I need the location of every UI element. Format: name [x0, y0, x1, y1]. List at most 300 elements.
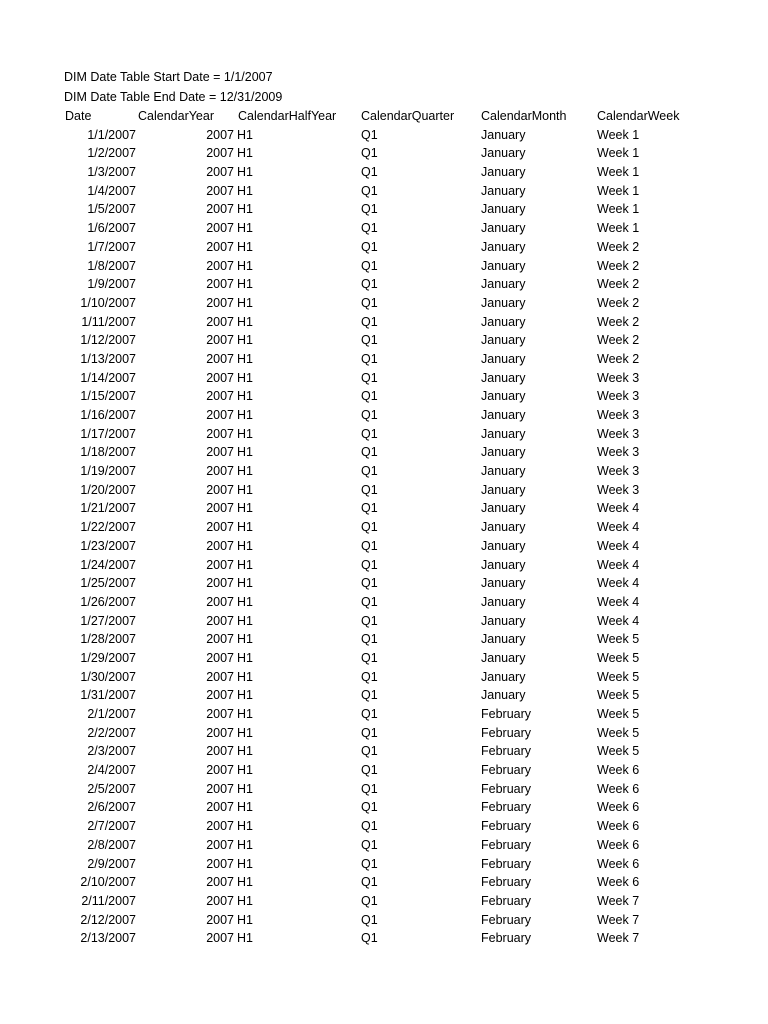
- week-cell: Week 3: [597, 370, 640, 385]
- half-year-cell: H1: [237, 295, 253, 310]
- table-row: [0, 612, 768, 631]
- quarter-cell: Q1: [361, 576, 378, 591]
- date-cell: 2/9/2007: [87, 856, 136, 871]
- week-cell: Week 2: [597, 239, 640, 254]
- half-year-cell: H1: [237, 277, 253, 292]
- half-year-cell: H1: [237, 837, 253, 852]
- year-cell: 2007: [206, 632, 234, 647]
- half-year-cell: H1: [237, 202, 253, 217]
- month-cell: January: [481, 669, 526, 684]
- date-cell: 2/3/2007: [87, 744, 136, 759]
- month-cell: January: [481, 183, 526, 198]
- month-cell: January: [481, 650, 526, 665]
- year-cell: 2007: [206, 482, 234, 497]
- half-year-cell: H1: [237, 707, 253, 721]
- table-row: [0, 406, 768, 425]
- half-year-cell: H1: [237, 912, 253, 927]
- table-row: [0, 761, 768, 780]
- quarter-cell: Q1: [361, 389, 378, 404]
- week-cell: Week 6: [597, 763, 640, 778]
- month-cell: January: [481, 482, 526, 497]
- month-cell: January: [481, 426, 526, 441]
- date-cell: 1/13/2007: [80, 351, 136, 366]
- quarter-cell: Q1: [361, 856, 378, 871]
- quarter-cell: Q1: [361, 221, 378, 236]
- month-cell: February: [481, 819, 532, 834]
- table-row: [0, 369, 768, 388]
- year-cell: 2007: [206, 314, 234, 329]
- year-cell: 2007: [206, 221, 234, 236]
- half-year-cell: H1: [237, 632, 253, 647]
- table-row: [0, 929, 768, 948]
- week-cell: Week 5: [597, 688, 640, 703]
- date-cell: 2/4/2007: [87, 763, 136, 778]
- table-row: [0, 649, 768, 668]
- header-calendar-year: CalendarYear: [138, 109, 214, 123]
- year-cell: 2007: [206, 501, 234, 516]
- quarter-cell: Q1: [361, 520, 378, 535]
- date-cell: 1/31/2007: [80, 688, 136, 703]
- month-cell: January: [481, 351, 526, 366]
- half-year-cell: H1: [237, 165, 253, 180]
- half-year-cell: H1: [237, 239, 253, 254]
- half-year-cell: H1: [237, 183, 253, 198]
- week-cell: Week 4: [597, 613, 640, 628]
- year-cell: 2007: [206, 408, 234, 422]
- week-cell: Week 4: [597, 594, 640, 609]
- quarter-cell: Q1: [361, 632, 378, 647]
- half-year-cell: H1: [237, 520, 253, 535]
- date-cell: 1/7/2007: [87, 239, 136, 254]
- table-row: [0, 257, 768, 276]
- quarter-cell: Q1: [361, 912, 378, 927]
- week-cell: Week 6: [597, 819, 640, 834]
- date-cell: 1/29/2007: [80, 650, 136, 665]
- month-cell: February: [481, 800, 532, 815]
- quarter-cell: Q1: [361, 893, 378, 908]
- quarter-cell: Q1: [361, 408, 378, 422]
- year-cell: 2007: [206, 520, 234, 535]
- half-year-cell: H1: [237, 333, 253, 348]
- week-cell: Week 2: [597, 277, 640, 292]
- week-cell: Week 2: [597, 295, 640, 310]
- month-cell: February: [481, 725, 532, 740]
- half-year-cell: H1: [237, 314, 253, 329]
- date-cell: 1/26/2007: [80, 594, 136, 609]
- month-cell: January: [481, 445, 526, 460]
- month-cell: February: [481, 856, 532, 871]
- table-row: [0, 126, 768, 145]
- table-row: [0, 705, 768, 724]
- month-cell: February: [481, 912, 532, 927]
- half-year-cell: H1: [237, 800, 253, 815]
- week-cell: Week 4: [597, 557, 640, 572]
- half-year-cell: H1: [237, 744, 253, 759]
- half-year-cell: H1: [237, 576, 253, 591]
- year-cell: 2007: [206, 856, 234, 871]
- year-cell: 2007: [206, 893, 234, 908]
- date-cell: 1/2/2007: [87, 146, 136, 161]
- quarter-cell: Q1: [361, 351, 378, 366]
- quarter-cell: Q1: [361, 837, 378, 852]
- date-cell: 1/16/2007: [80, 408, 136, 422]
- quarter-cell: Q1: [361, 183, 378, 198]
- date-cell: 1/11/2007: [81, 314, 136, 329]
- half-year-cell: H1: [237, 351, 253, 366]
- week-cell: Week 4: [597, 538, 640, 553]
- month-cell: January: [481, 538, 526, 553]
- table-row: [0, 574, 768, 593]
- quarter-cell: Q1: [361, 277, 378, 292]
- half-year-cell: H1: [237, 875, 253, 890]
- month-cell: January: [481, 146, 526, 161]
- table-row: [0, 892, 768, 911]
- half-year-cell: H1: [237, 408, 253, 422]
- month-cell: January: [481, 408, 526, 422]
- half-year-cell: H1: [237, 221, 253, 236]
- year-cell: 2007: [206, 370, 234, 385]
- month-cell: January: [481, 632, 526, 647]
- date-cell: 2/11/2007: [81, 893, 136, 908]
- date-cell: 1/17/2007: [80, 426, 136, 441]
- week-cell: Week 5: [597, 650, 640, 665]
- month-cell: January: [481, 389, 526, 404]
- date-cell: 1/23/2007: [80, 538, 136, 553]
- half-year-cell: H1: [237, 389, 253, 404]
- month-cell: January: [481, 202, 526, 217]
- week-cell: Week 5: [597, 725, 640, 740]
- quarter-cell: Q1: [361, 819, 378, 834]
- half-year-cell: H1: [237, 445, 253, 460]
- week-cell: Week 6: [597, 856, 640, 871]
- month-cell: January: [481, 688, 526, 703]
- week-cell: Week 6: [597, 837, 640, 852]
- date-cell: 1/25/2007: [80, 576, 136, 591]
- quarter-cell: Q1: [361, 781, 378, 796]
- half-year-cell: H1: [237, 370, 253, 385]
- month-cell: February: [481, 707, 532, 721]
- year-cell: 2007: [206, 875, 234, 890]
- table-row: [0, 911, 768, 930]
- month-cell: January: [481, 295, 526, 310]
- week-cell: Week 1: [597, 221, 640, 236]
- date-table: [0, 107, 768, 948]
- table-row: [0, 462, 768, 481]
- half-year-cell: H1: [237, 127, 253, 142]
- table-row: [0, 331, 768, 350]
- year-cell: 2007: [206, 202, 234, 217]
- year-cell: 2007: [206, 650, 234, 665]
- quarter-cell: Q1: [361, 669, 378, 684]
- year-cell: 2007: [206, 333, 234, 348]
- year-cell: 2007: [206, 613, 234, 628]
- table-row: [0, 556, 768, 575]
- quarter-cell: Q1: [361, 333, 378, 348]
- header-calendar-quarter: CalendarQuarter: [361, 109, 455, 123]
- month-cell: January: [481, 127, 526, 142]
- date-cell: 2/12/2007: [80, 912, 136, 927]
- table-row: [0, 200, 768, 219]
- week-cell: Week 4: [597, 576, 640, 591]
- date-cell: 1/18/2007: [80, 445, 136, 460]
- year-cell: 2007: [206, 277, 234, 292]
- date-cell: 1/14/2007: [80, 370, 136, 385]
- table-row: [0, 219, 768, 238]
- year-cell: 2007: [206, 819, 234, 834]
- week-cell: Week 6: [597, 875, 640, 890]
- date-cell: 1/3/2007: [87, 165, 136, 180]
- year-cell: 2007: [206, 557, 234, 572]
- date-cell: 1/15/2007: [80, 389, 136, 404]
- quarter-cell: Q1: [361, 239, 378, 254]
- quarter-cell: Q1: [361, 464, 378, 479]
- table-row: [0, 518, 768, 537]
- table-row: [0, 294, 768, 313]
- table-row: [0, 836, 768, 855]
- half-year-cell: H1: [237, 501, 253, 516]
- quarter-cell: Q1: [361, 744, 378, 759]
- half-year-cell: H1: [237, 856, 253, 871]
- year-cell: 2007: [206, 763, 234, 778]
- date-cell: 1/6/2007: [87, 221, 136, 236]
- week-cell: Week 3: [597, 482, 640, 497]
- week-cell: Week 7: [597, 912, 640, 927]
- table-row: [0, 425, 768, 444]
- month-cell: February: [481, 893, 532, 908]
- table-row: [0, 387, 768, 406]
- month-cell: February: [481, 931, 532, 946]
- table-row: [0, 742, 768, 761]
- year-cell: 2007: [206, 351, 234, 366]
- half-year-cell: H1: [237, 650, 253, 665]
- week-cell: Week 6: [597, 781, 640, 796]
- quarter-cell: Q1: [361, 800, 378, 815]
- header-calendar-month: CalendarMonth: [481, 109, 567, 123]
- year-cell: 2007: [206, 725, 234, 740]
- month-cell: January: [481, 613, 526, 628]
- half-year-cell: H1: [237, 594, 253, 609]
- table-row: [0, 182, 768, 201]
- month-cell: January: [481, 520, 526, 535]
- week-cell: Week 5: [597, 669, 640, 684]
- quarter-cell: Q1: [361, 707, 378, 721]
- table-row: [0, 855, 768, 874]
- month-cell: January: [481, 239, 526, 254]
- week-cell: Week 6: [597, 800, 640, 815]
- date-cell: 2/1/2007: [87, 707, 136, 721]
- half-year-cell: H1: [237, 613, 253, 628]
- table-row: [0, 275, 768, 294]
- table-header-row: [0, 107, 768, 126]
- quarter-cell: Q1: [361, 482, 378, 497]
- year-cell: 2007: [206, 594, 234, 609]
- half-year-cell: H1: [237, 931, 253, 946]
- table-row: [0, 537, 768, 556]
- quarter-cell: Q1: [361, 146, 378, 161]
- table-row: [0, 593, 768, 612]
- year-cell: 2007: [206, 688, 234, 703]
- month-cell: January: [481, 576, 526, 591]
- date-cell: 1/20/2007: [80, 482, 136, 497]
- table-row: [0, 668, 768, 687]
- date-cell: 1/4/2007: [87, 183, 136, 198]
- half-year-cell: H1: [237, 464, 253, 479]
- header-calendar-week: CalendarWeek: [597, 109, 680, 123]
- month-cell: February: [481, 875, 532, 890]
- quarter-cell: Q1: [361, 725, 378, 740]
- half-year-cell: H1: [237, 819, 253, 834]
- quarter-cell: Q1: [361, 931, 378, 946]
- date-cell: 1/24/2007: [80, 557, 136, 572]
- week-cell: Week 1: [597, 202, 640, 217]
- month-cell: January: [481, 258, 526, 273]
- year-cell: 2007: [206, 576, 234, 591]
- half-year-cell: H1: [237, 482, 253, 497]
- year-cell: 2007: [206, 800, 234, 815]
- year-cell: 2007: [206, 464, 234, 479]
- date-cell: 1/30/2007: [80, 669, 136, 684]
- date-cell: 2/10/2007: [80, 875, 136, 890]
- year-cell: 2007: [206, 837, 234, 852]
- date-cell: 1/12/2007: [80, 333, 136, 348]
- year-cell: 2007: [206, 912, 234, 927]
- table-row: [0, 630, 768, 649]
- date-cell: 1/27/2007: [80, 613, 136, 628]
- year-cell: 2007: [206, 258, 234, 273]
- year-cell: 2007: [206, 426, 234, 441]
- week-cell: Week 1: [597, 146, 640, 161]
- week-cell: Week 7: [597, 931, 640, 946]
- month-cell: January: [481, 557, 526, 572]
- table-row: [0, 724, 768, 743]
- month-cell: January: [481, 333, 526, 348]
- year-cell: 2007: [206, 146, 234, 161]
- quarter-cell: Q1: [361, 594, 378, 609]
- date-cell: 2/6/2007: [87, 800, 136, 815]
- month-cell: January: [481, 277, 526, 292]
- date-cell: 2/13/2007: [80, 931, 136, 946]
- date-cell: 1/22/2007: [80, 520, 136, 535]
- year-cell: 2007: [206, 538, 234, 553]
- quarter-cell: Q1: [361, 763, 378, 778]
- half-year-cell: H1: [237, 781, 253, 796]
- quarter-cell: Q1: [361, 650, 378, 665]
- year-cell: 2007: [206, 744, 234, 759]
- table-row: [0, 817, 768, 836]
- week-cell: Week 1: [597, 183, 640, 198]
- week-cell: Week 3: [597, 426, 640, 441]
- date-cell: 1/28/2007: [80, 632, 136, 647]
- year-cell: 2007: [206, 183, 234, 198]
- table-row: [0, 313, 768, 332]
- quarter-cell: Q1: [361, 688, 378, 703]
- half-year-cell: H1: [237, 557, 253, 572]
- header-calendar-half-year: CalendarHalfYear: [238, 109, 337, 123]
- half-year-cell: H1: [237, 146, 253, 161]
- date-cell: 1/21/2007: [80, 501, 136, 516]
- date-cell: 2/7/2007: [87, 819, 136, 834]
- start-date-line: DIM Date Table Start Date = 1/1/2007: [64, 70, 273, 84]
- month-cell: January: [481, 464, 526, 479]
- month-cell: February: [481, 763, 532, 778]
- week-cell: Week 3: [597, 408, 640, 422]
- quarter-cell: Q1: [361, 538, 378, 553]
- table-row: [0, 780, 768, 799]
- week-cell: Week 2: [597, 314, 640, 329]
- month-cell: January: [481, 501, 526, 516]
- date-cell: 2/5/2007: [87, 781, 136, 796]
- table-row: [0, 350, 768, 369]
- half-year-cell: H1: [237, 688, 253, 703]
- half-year-cell: H1: [237, 763, 253, 778]
- year-cell: 2007: [206, 707, 234, 721]
- week-cell: Week 5: [597, 632, 640, 647]
- month-cell: February: [481, 837, 532, 852]
- week-cell: Week 4: [597, 501, 640, 516]
- year-cell: 2007: [206, 239, 234, 254]
- week-cell: Week 4: [597, 520, 640, 535]
- year-cell: 2007: [206, 445, 234, 460]
- year-cell: 2007: [206, 127, 234, 142]
- week-cell: Week 5: [597, 744, 640, 759]
- half-year-cell: H1: [237, 538, 253, 553]
- date-cell: 1/10/2007: [80, 295, 136, 310]
- half-year-cell: H1: [237, 669, 253, 684]
- quarter-cell: Q1: [361, 295, 378, 310]
- table-row: [0, 798, 768, 817]
- month-cell: January: [481, 221, 526, 236]
- end-date-line: DIM Date Table End Date = 12/31/2009: [64, 90, 283, 104]
- week-cell: Week 5: [597, 707, 640, 721]
- week-cell: Week 7: [597, 893, 640, 908]
- table-row: [0, 499, 768, 518]
- month-cell: January: [481, 594, 526, 609]
- week-cell: Week 2: [597, 333, 640, 348]
- month-cell: January: [481, 314, 526, 329]
- quarter-cell: Q1: [361, 557, 378, 572]
- half-year-cell: H1: [237, 426, 253, 441]
- table-row: [0, 163, 768, 182]
- year-cell: 2007: [206, 165, 234, 180]
- month-cell: February: [481, 744, 532, 759]
- year-cell: 2007: [206, 781, 234, 796]
- date-cell: 1/19/2007: [80, 464, 136, 479]
- date-cell: 2/2/2007: [87, 725, 136, 740]
- year-cell: 2007: [206, 295, 234, 310]
- quarter-cell: Q1: [361, 165, 378, 180]
- half-year-cell: H1: [237, 258, 253, 273]
- table-row: [0, 238, 768, 257]
- month-cell: February: [481, 781, 532, 796]
- week-cell: Week 2: [597, 351, 640, 366]
- quarter-cell: Q1: [361, 445, 378, 460]
- table-row: [0, 443, 768, 462]
- month-cell: January: [481, 370, 526, 385]
- quarter-cell: Q1: [361, 501, 378, 516]
- date-cell: 2/8/2007: [87, 837, 136, 852]
- quarter-cell: Q1: [361, 426, 378, 441]
- half-year-cell: H1: [237, 893, 253, 908]
- quarter-cell: Q1: [361, 202, 378, 217]
- week-cell: Week 3: [597, 445, 640, 460]
- year-cell: 2007: [206, 931, 234, 946]
- date-cell: 1/5/2007: [87, 202, 136, 217]
- quarter-cell: Q1: [361, 314, 378, 329]
- week-cell: Week 1: [597, 165, 640, 180]
- week-cell: Week 2: [597, 258, 640, 273]
- half-year-cell: H1: [237, 725, 253, 740]
- year-cell: 2007: [206, 389, 234, 404]
